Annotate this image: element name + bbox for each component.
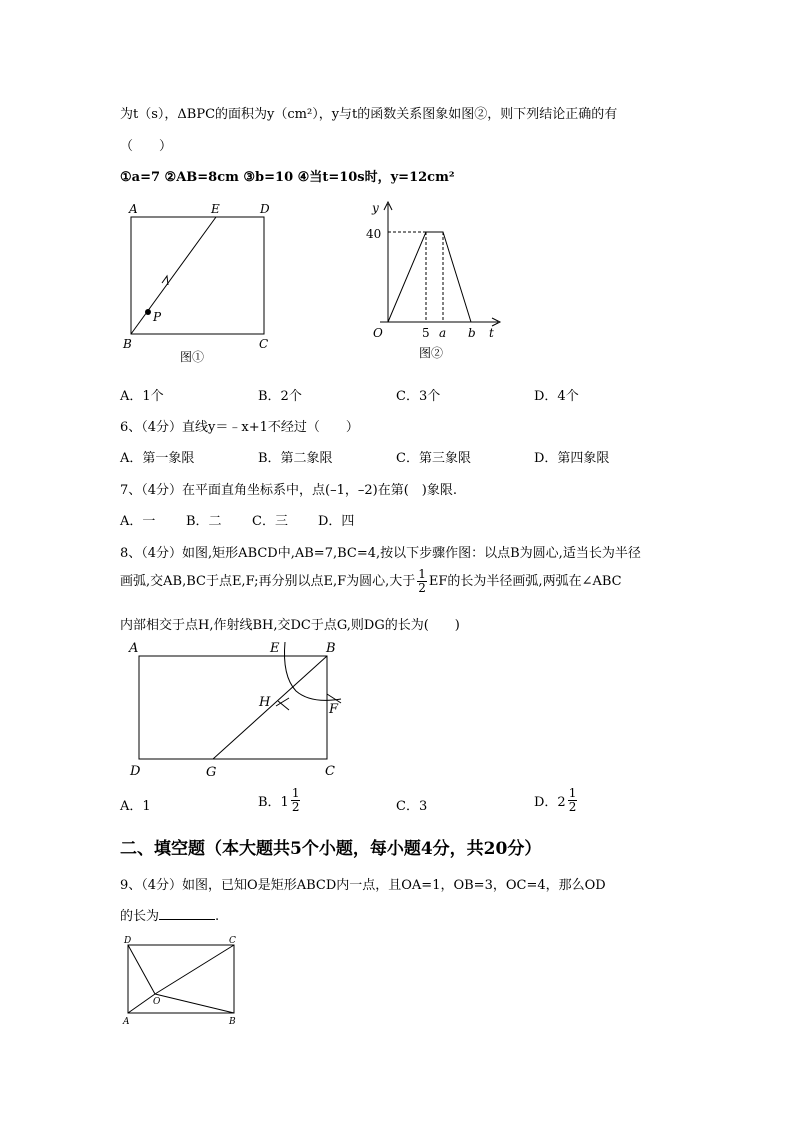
section-2-heading: 二、填空题（本大题共5个小题，每小题4分，共20分） [120,839,542,859]
tick-a: a [439,326,447,340]
q9-line2-text: 的长为 [120,909,160,924]
q8-label-h: H [259,695,271,710]
q8-option-b-fraction [291,787,301,814]
q9-figure [118,932,244,1028]
label-b: B [123,337,132,351]
q8-stem-line2 [120,568,622,595]
label-p: P [153,310,162,324]
q5-statements: ①a=7 ②AB=8cm ③b=10 ④当t=10s时，y=12cm² [120,170,455,185]
q8-label-c: C [325,764,335,779]
tick-5: 5 [422,326,430,340]
q7-option-a[interactable]: A．一 [120,514,156,529]
q8-label-a: A [129,641,139,656]
q8-option-d-fraction [568,787,578,814]
q8-option-b-prefix: B．1 [258,795,289,810]
q9-label-o: O [153,997,161,1007]
q9-line2-end: . [215,909,220,924]
q8-option-d[interactable] [534,787,579,814]
q8-line2-pre: 画弧,交AB,BC于点E,F;再分别以点E,F为圆心,大于 [120,574,416,589]
q8-label-e: E [270,641,280,656]
q6-option-b[interactable]: B．第二象限 [258,451,333,466]
q7-stem: 7、（4分）在平面直角坐标系中，点(–1，–2)在第( )象限. [120,483,458,498]
fraction-num: 1 [418,567,426,581]
q5-option-b[interactable]: B．2个 [258,389,302,404]
q9-stem-line2 [120,905,219,924]
q8-label-b: B [326,641,336,656]
q7-option-c[interactable]: C．三 [252,514,288,529]
q9-stem-line1: 9、（4分）如图，已知O是矩形ABCD内一点，且OA=1，OB=3，OC=4，那么OD [120,878,606,893]
q9-label-b: B [229,1017,236,1027]
q8-label-g: G [206,765,217,780]
label-c: C [259,337,269,351]
q8-option-c[interactable]: C．3 [396,799,428,814]
q7-option-d[interactable]: D．四 [318,514,355,529]
label-a: A [129,202,138,216]
q8-label-f: F [329,702,339,717]
axis-t-label: t [489,326,494,340]
q8-stem-line1: 8、（4分）如图,矩形ABCD中,AB=7,BC=4,按以下步骤作图：以点B为圆心,适当长为半径 [120,546,641,561]
fraction-half [417,568,427,595]
fraction-den: 2 [418,581,426,595]
q8-option-d-num: 1 [568,786,577,800]
q8-option-b-num: 1 [291,786,300,800]
q5-option-a[interactable]: A．1个 [120,389,164,404]
q9-label-a: A [123,1017,130,1027]
q8-option-b-den: 2 [291,800,300,814]
tick-40: 40 [366,227,382,241]
tick-b: b [468,326,476,340]
q6-option-d[interactable]: D．第四象限 [534,451,610,466]
q9-label-c: C [229,936,236,946]
q8-option-d-den: 2 [568,800,577,814]
q8-option-d-prefix: D．2 [534,795,566,810]
q5-option-c[interactable]: C．3个 [396,389,441,404]
q5-figure-2 [360,196,510,366]
q6-stem: 6、（4分）直线y＝﹣x+1不经过（ ） [120,420,359,435]
q6-option-c[interactable]: C．第三象限 [396,451,471,466]
q9-answer-blank[interactable] [159,907,215,920]
q5-figure-1 [118,198,283,368]
q8-line2-post: EF的长为半径画弧,两弧在∠ABC [428,574,622,589]
q8-label-d: D [130,764,141,779]
fig2-caption: 图② [419,346,444,360]
q8-stem-line3: 内部相交于点H,作射线BH,交DC于点G,则DG的长为( ) [120,618,460,633]
axis-y-label: y [372,201,379,215]
q9-label-d: D [124,936,132,946]
q5-option-d[interactable]: D．4个 [534,389,579,404]
q5-stem-line1: 为t（s），ΔBPC的面积为y（cm²），y与t的函数关系图象如图②，则下列结论正确的有 [120,107,618,122]
point-p [145,309,151,315]
origin-label: O [373,326,383,340]
q6-option-a[interactable]: A．第一象限 [120,451,195,466]
fig1-caption: 图① [180,350,205,364]
label-d: D [260,202,270,216]
q8-option-b[interactable] [258,787,302,814]
q8-option-a[interactable]: A．1 [120,799,151,814]
q5-stem-line2: （ ） [120,139,173,154]
q8-figure [126,636,356,782]
q7-option-b[interactable]: B．二 [186,514,222,529]
label-e: E [211,202,220,216]
